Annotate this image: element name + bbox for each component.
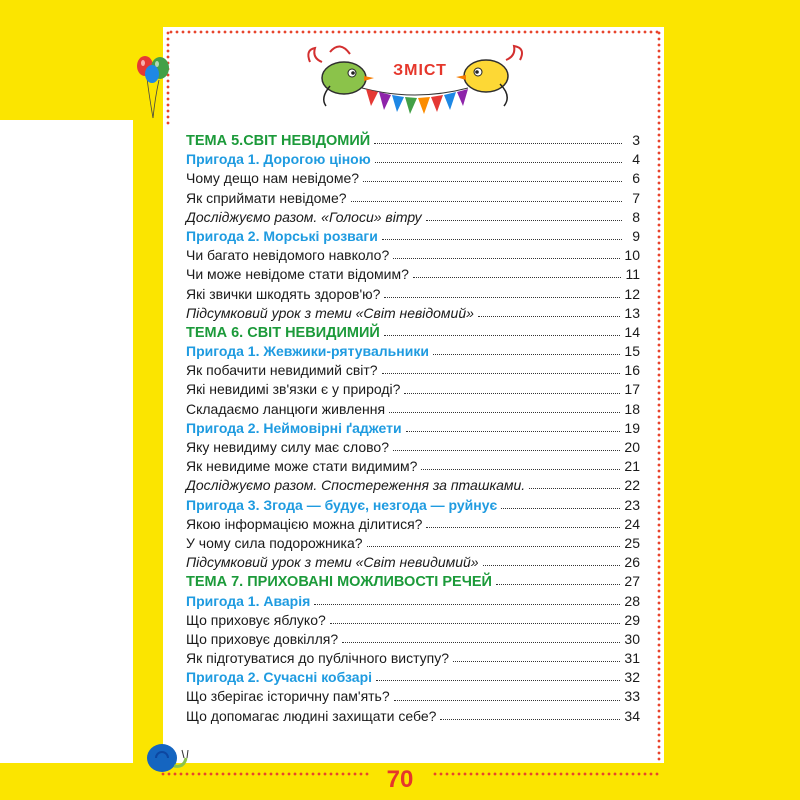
toc-entry-title: Пригода 1. Жевжики-рятувальники <box>186 343 429 360</box>
toc-entry <box>186 457 640 476</box>
toc-entry <box>186 476 640 495</box>
toc-entry-title: Що приховує довкілля? <box>186 630 339 647</box>
toc-entry-page: 13 <box>624 304 640 321</box>
dotted-border-right <box>657 30 661 763</box>
dot-leader <box>382 239 622 240</box>
toc-entry <box>186 687 640 706</box>
toc-entry-title: Як сприймати невідоме? <box>186 189 347 206</box>
toc-entry <box>186 611 640 630</box>
toc-entry-title: ТЕМА 6. СВІТ НЕВИДИМИЙ <box>186 324 380 341</box>
dot-leader <box>363 181 622 182</box>
toc-entry <box>186 496 640 515</box>
toc-entry-title: Як побачити невидимий світ? <box>186 362 378 379</box>
toc-entry-page: 28 <box>624 592 640 609</box>
toc-entry-title: Пригода 3. Згода — будує, незгода — руйнує <box>186 496 498 513</box>
toc-entry-page: 31 <box>624 650 640 667</box>
toc-entry-title: Як підготуватися до публічного виступу? <box>186 650 450 667</box>
yellow-frame-right <box>664 0 800 800</box>
toc-entry <box>186 438 640 457</box>
toc-entry <box>186 515 640 534</box>
toc-entry <box>186 361 640 380</box>
toc-entry-title: Які невидимі зв'язки є у природі? <box>186 381 401 398</box>
toc-entry-title: Яку невидиму силу має слово? <box>186 439 390 455</box>
toc-entry <box>186 265 640 284</box>
toc-entry-title: Які звички шкодять здоров'ю? <box>186 285 381 302</box>
dot-leader <box>501 508 620 509</box>
dot-leader <box>314 604 620 605</box>
toc-entry <box>186 304 640 323</box>
toc-entry-page: 32 <box>624 669 640 686</box>
dot-leader <box>433 354 620 355</box>
toc-entry <box>186 150 640 169</box>
toc-entry-page: 34 <box>624 707 640 724</box>
toc-entry <box>186 189 640 208</box>
toc-entry-title: Що допомагає людині захищати себе? <box>186 707 437 724</box>
toc-entry-page: 9 <box>632 227 640 244</box>
toc-entry-title: Пригода 1. Дорогою ціною <box>186 151 371 168</box>
toc-entry <box>186 342 640 361</box>
dot-leader <box>426 527 620 528</box>
toc-entry-page: 4 <box>632 151 640 168</box>
dot-leader <box>394 700 621 701</box>
dot-leader <box>496 584 620 585</box>
dot-leader <box>342 642 620 643</box>
dot-leader <box>376 680 620 681</box>
balloons-icon <box>133 50 173 120</box>
toc-entry-title: Якою інформацією можна ділитися? <box>186 515 423 532</box>
toc-entry-page: 25 <box>624 534 640 551</box>
dot-leader <box>375 162 622 163</box>
dot-leader <box>440 719 620 720</box>
toc-entry-page: 10 <box>624 247 640 264</box>
toc-entry <box>186 380 640 399</box>
toc-entry-title: Що приховує яблуко? <box>186 611 326 628</box>
dotted-border-bottom-left <box>160 772 370 776</box>
dot-leader <box>382 373 621 374</box>
toc-entry-page: 21 <box>624 458 640 475</box>
toc-entry-title: Підсумковий урок з теми «Світ невідомий» <box>186 304 474 321</box>
dotted-border-top <box>168 30 660 34</box>
toc-entry-title: Як невидиме може стати видимим? <box>186 458 418 475</box>
toc-entry <box>186 553 640 572</box>
toc-entry-page: 15 <box>624 343 640 360</box>
dot-leader <box>529 488 620 489</box>
yellow-frame-left-column <box>133 0 163 800</box>
toc-entry <box>186 208 640 227</box>
dot-leader <box>330 623 621 624</box>
toc-entry-page: 16 <box>624 362 640 379</box>
toc-entry <box>186 419 640 438</box>
toc-entry-title: Чому дещо нам невідоме? <box>186 170 360 187</box>
dot-leader <box>478 316 621 317</box>
toc-entry-page: 11 <box>625 266 640 283</box>
toc-entry-page: 12 <box>624 285 640 302</box>
toc-entry-page: 22 <box>624 477 640 494</box>
toc-entry <box>186 131 640 150</box>
toc-entry-page: 18 <box>624 400 640 417</box>
page-number: 70 <box>386 766 414 793</box>
birds-banner-icon <box>300 40 530 120</box>
toc-entry-title: Чи може невідоме стати відомим? <box>186 266 409 283</box>
toc-entry <box>186 592 640 611</box>
toc-entry-page: 8 <box>632 208 640 225</box>
toc-entry-page: 26 <box>624 554 640 571</box>
dot-leader <box>426 220 622 221</box>
dot-leader <box>393 450 620 451</box>
toc-entry-title: Досліджуємо разом. «Голоси» вітру <box>186 208 422 225</box>
toc-entry-title: ТЕМА 5.СВІТ НЕВІДОМИЙ <box>186 133 371 149</box>
dot-leader <box>374 143 622 144</box>
dot-leader <box>404 393 620 394</box>
toc-entry-page: 17 <box>624 381 640 398</box>
toc-entry-page: 14 <box>624 323 640 340</box>
toc-entry-title: Складаємо ланцюги живлення <box>186 400 386 417</box>
toc-entry <box>186 534 640 553</box>
toc-entry-page: 30 <box>624 630 640 647</box>
snail-icon <box>140 740 190 774</box>
toc-entry-title: Підсумковий урок з теми «Світ невидимий» <box>186 554 479 571</box>
dot-leader <box>393 258 620 259</box>
toc-entry-title: Що зберігає історичну пам'ять? <box>186 688 390 705</box>
toc-entry <box>186 227 640 246</box>
toc-entry-page: 20 <box>624 439 640 455</box>
toc-entry <box>186 649 640 668</box>
toc-entry-title: Пригода 1. Аварія <box>186 592 311 609</box>
toc-entry-page: 33 <box>624 688 640 705</box>
dot-leader <box>384 297 620 298</box>
table-of-contents <box>186 131 640 726</box>
toc-entry-title: Пригода 2. Неймовірні ґаджети <box>186 419 402 436</box>
dot-leader <box>483 565 621 566</box>
toc-entry <box>186 707 640 726</box>
toc-entry-page: 29 <box>624 611 640 628</box>
toc-entry <box>186 285 640 304</box>
toc-entry-page: 24 <box>624 515 640 532</box>
toc-entry-title: Досліджуємо разом. Спостереження за пташками. <box>186 477 526 494</box>
dot-leader <box>384 335 621 336</box>
dot-leader <box>367 546 621 547</box>
page-title: ЗМІСТ <box>393 62 447 79</box>
toc-entry-page: 27 <box>624 573 640 590</box>
toc-entry-page: 6 <box>632 170 640 187</box>
toc-entry-title: Пригода 2. Сучасні кобзарі <box>186 669 373 686</box>
toc-entry-page: 23 <box>624 496 640 513</box>
toc-entry-page: 7 <box>632 189 640 206</box>
toc-entry <box>186 169 640 188</box>
dotted-border-bottom-right <box>432 772 660 776</box>
toc-entry <box>186 630 640 649</box>
toc-entry <box>186 246 640 265</box>
dot-leader <box>421 469 620 470</box>
toc-entry-title: У чому сила подорожника? <box>186 534 363 551</box>
toc-entry-title: ТЕМА 7. ПРИХОВАНІ МОЖЛИВОСТІ РЕЧЕЙ <box>186 574 492 591</box>
toc-entry-page: 19 <box>624 419 640 436</box>
toc-entry-page: 3 <box>632 132 640 148</box>
toc-entry-title: Пригода 2. Морські розваги <box>186 227 378 244</box>
dot-leader <box>406 431 621 432</box>
toc-entry <box>186 572 640 591</box>
dot-leader <box>413 277 622 278</box>
dot-leader <box>453 661 620 662</box>
toc-entry <box>186 400 640 419</box>
toc-entry <box>186 323 640 342</box>
toc-entry <box>186 668 640 687</box>
dot-leader <box>351 201 622 202</box>
toc-entry-title: Чи багато невідомого навколо? <box>186 247 390 264</box>
dot-leader <box>389 412 620 413</box>
